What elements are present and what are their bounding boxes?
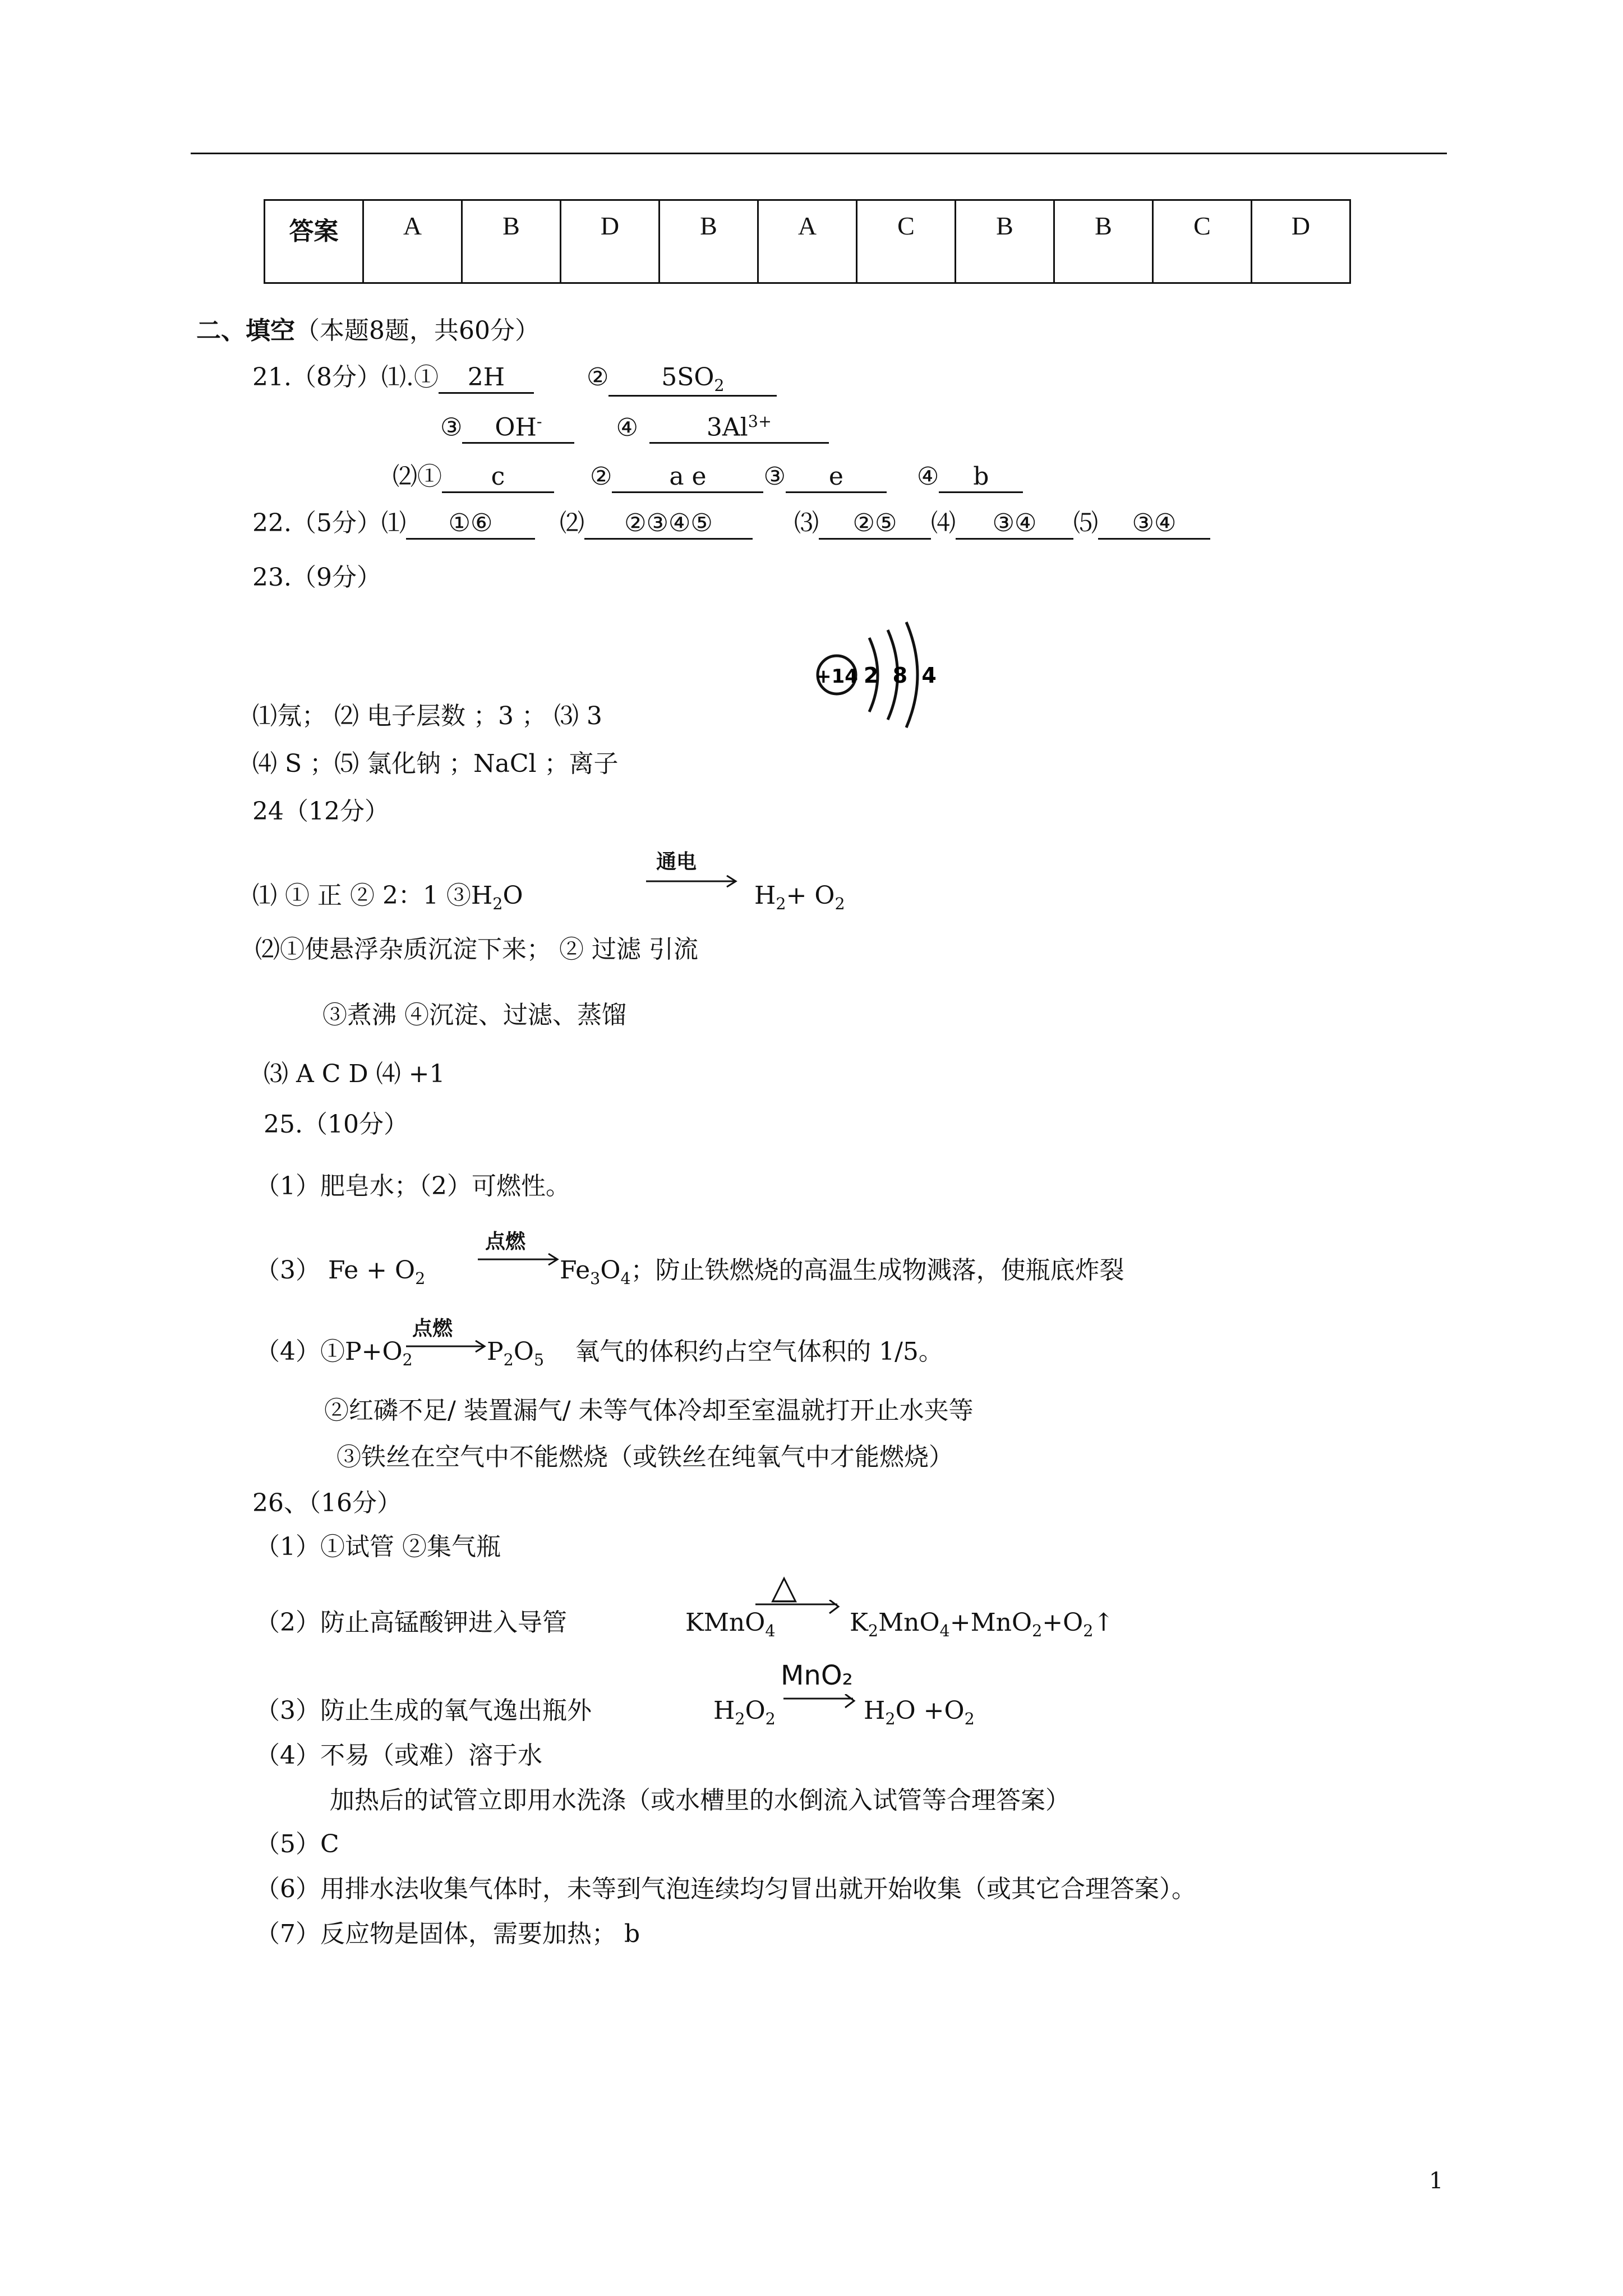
silicon-atom-diagram (808, 609, 937, 732)
q21-answer-3: OH- (462, 412, 574, 444)
q26-line7: （6）用排水法收集气体时，未等到气泡连续均匀冒出就开始收集（或其它合理答案）。 (255, 1875, 1196, 1903)
answer-cell: B (660, 200, 758, 283)
header-rule (191, 153, 1447, 154)
q22-answer-4: ③④ (956, 509, 1073, 540)
q22-line (252, 509, 1210, 540)
q24-eq-condition: 通电 (656, 850, 697, 873)
q21-marker-4: ④ (616, 413, 638, 442)
q22-answer-2: ②③④⑤ (584, 509, 753, 540)
q21-part2-marker-2: ② (590, 462, 612, 491)
q24-line4: ⑶ A C D ⑷ +1 (264, 1060, 445, 1088)
answer-cell: B (462, 200, 561, 283)
q25-line6: ③铁丝在空气中不能燃烧（或铁丝在纯氧气中才能燃烧） (336, 1443, 953, 1471)
q26-line6: （5）C (255, 1830, 339, 1858)
q26-line2-text: （2）防止高锰酸钾进入导管 (255, 1608, 567, 1637)
q21-part2-answer-4: b (939, 463, 1023, 493)
q24-eq-products: $H_2+ O_2$ (754, 881, 845, 913)
gas-arrow-icon: ↑ (1093, 1608, 1114, 1637)
q21-part2-marker-4: ④ (916, 462, 939, 491)
q25-line4-right: $P_2O_5$ 氧气的体积约占空气体积的 1/5。 (487, 1337, 943, 1369)
q26-head: 26、（16分） (252, 1489, 402, 1517)
q26-l2-condition-heat: △ (771, 1567, 797, 1607)
shell-electron-counts: 2 8 4 (864, 663, 937, 688)
q24-eq-reactant: O (502, 881, 523, 910)
q21-part2-answer-3: e (786, 463, 887, 493)
q21-part2-answer-1: c (442, 463, 554, 493)
q24-head: 24（12分） (252, 797, 389, 826)
q25-l4-condition: 点燃 (412, 1317, 453, 1340)
q23-line2: ⑷ S ；⑸ 氯化钠 ；NaCl ；离子 (252, 749, 619, 778)
q25-l3-condition: 点燃 (485, 1230, 526, 1253)
nucleus-label: +14 (815, 665, 858, 688)
q25-l4-arrow (405, 1338, 489, 1355)
answer-table (264, 199, 1351, 284)
q22-answer-1: ①⑥ (406, 509, 535, 540)
q24-reaction-arrow (645, 873, 740, 890)
q21-head: 21.（8分）⑴.① (252, 363, 439, 392)
q21-part2-answer-2: a e (612, 463, 763, 493)
q26-line2-reactant: KMnO$_4$ (685, 1608, 776, 1640)
q26-line5: 加热后的试管立即用水洗涤（或水槽里的水倒流入试管等合理答案） (330, 1786, 1070, 1815)
q21-answer-2: $5SO_2$ (608, 364, 777, 397)
q24-line2: ⑵①使悬浮杂质沉淀下来； ② 过滤 引流 (255, 935, 698, 964)
q26-line1: （1）①试管 ②集气瓶 (255, 1533, 501, 1561)
section-subtitle: （本题8题，共60分） (295, 316, 540, 345)
q23-head: 23.（9分） (252, 563, 381, 592)
q21-answer-4: $3Al^{3+}$ (649, 412, 829, 444)
q22-head: 22.（5分）⑴ (252, 509, 406, 537)
table-row (265, 200, 1350, 283)
q22-marker-5: ⑸ (1073, 509, 1098, 537)
q25-line3-left: （3） $Fe + O_2$ (255, 1256, 426, 1288)
q26-l2-arrow (754, 1600, 844, 1620)
q21-answer-1: 2H (439, 364, 534, 394)
answer-cell: A (363, 200, 462, 283)
q26-line3-reactant: $H_2O_2$ (713, 1696, 776, 1728)
q26-line3-text: （3）防止生成的氧气逸出瓶外 (255, 1696, 592, 1725)
q21-part2-marker: ⑵① (393, 462, 442, 491)
q21-line2 (440, 412, 829, 444)
q23-line1: ⑴氖； ⑵ 电子层数 ；3 ； ⑶ 3 (252, 702, 602, 730)
q26-line8: （7）反应物是固体，需要加热； b (255, 1920, 640, 1948)
answer-cell: A (758, 200, 857, 283)
answer-cell: D (1252, 200, 1350, 283)
q26-line3-products: $H_2O +O_2$ (864, 1696, 975, 1728)
answer-cell: D (561, 200, 660, 283)
q26-l3-catalyst: MnO₂ (781, 1660, 853, 1691)
q21-line3 (393, 463, 1023, 493)
q26-line4: （4）不易（或难）溶于水 (255, 1741, 542, 1770)
q26-line2-products: $K_2MnO_4+MnO_2+O_2↑$ (850, 1608, 1114, 1640)
q25-head: 25.（10分） (264, 1110, 408, 1139)
q25-l3-arrow (477, 1251, 561, 1268)
section-title (196, 317, 540, 346)
q21-line1 (252, 364, 777, 397)
q24-eq-prefix: ⑴ ① 正 ② 2：1 ③H (252, 881, 493, 910)
q21-marker-3: ③ (440, 413, 463, 442)
q25-line5: ②红磷不足/ 装置漏气/ 未等气体冷却至室温就打开止水夹等 (324, 1396, 974, 1425)
page-number: 1 (1429, 2168, 1444, 2194)
q26-l3-arrow (782, 1694, 861, 1714)
section-title-main: 二、填空 (196, 316, 295, 345)
q22-marker-2: ⑵ (559, 509, 584, 537)
q22-marker-3: ⑶ (794, 509, 819, 537)
q22-marker-4: ⑷ (930, 509, 956, 537)
answer-cell: C (1153, 200, 1252, 283)
q25-line4-left: $(4)①P+O_2$ (255, 1337, 413, 1369)
q21-part2-marker-3: ③ (763, 462, 786, 491)
q25-line1: （1）肥皂水；（2）可燃性。 (255, 1172, 570, 1200)
q24-line3: ③煮沸 ④沉淀、过滤、蒸馏 (322, 1001, 626, 1029)
answer-header: 答案 (265, 200, 363, 283)
q22-answer-5: ③④ (1098, 509, 1210, 540)
answer-cell: C (857, 200, 956, 283)
answer-cell: B (956, 200, 1054, 283)
q25-line3-right: $Fe_3O_4$；防止铁燃烧的高温生成物溅落，使瓶底炸裂 (560, 1256, 1124, 1288)
q24-line1: ⑴ ① 正 ② 2：1 $③H_2O$ (252, 881, 523, 913)
answer-cell: B (1054, 200, 1153, 283)
q21-marker-2: ② (586, 363, 609, 392)
q22-answer-3: ②⑤ (819, 509, 931, 540)
